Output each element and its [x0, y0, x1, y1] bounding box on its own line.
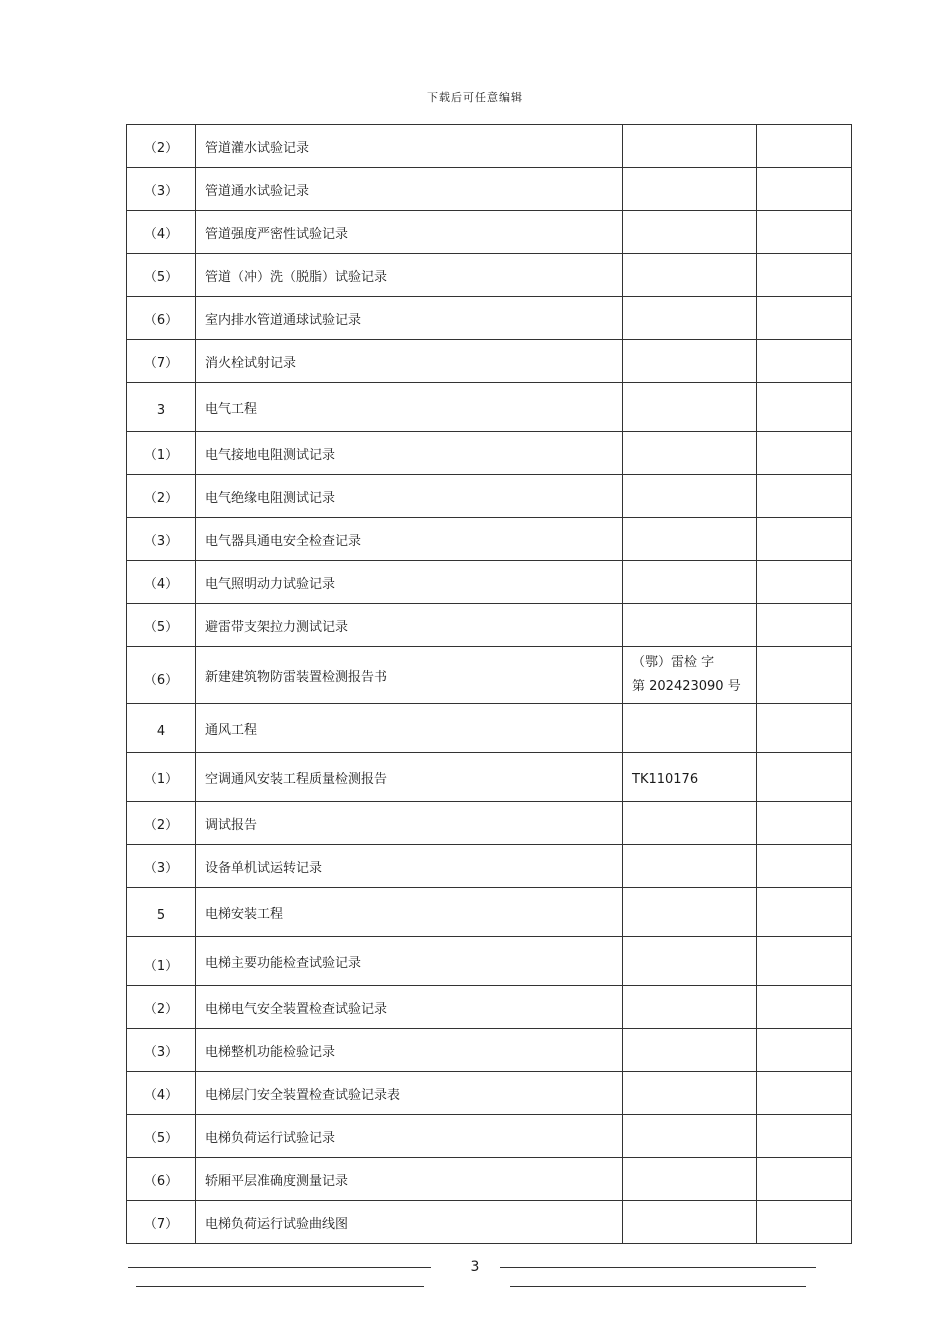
row-name: 管道灌水试验记录	[196, 125, 623, 168]
row-index: 4	[127, 704, 196, 753]
row-reference	[623, 802, 757, 845]
row-name: 电梯电气安全装置检查试验记录	[196, 986, 623, 1029]
row-note	[757, 1201, 852, 1244]
table-row	[127, 604, 852, 647]
row-note	[757, 432, 852, 475]
page-header: 下载后可任意编辑	[427, 91, 523, 104]
table-row	[127, 1072, 852, 1115]
table-row	[127, 888, 852, 937]
row-name: 管道强度严密性试验记录	[196, 211, 623, 254]
row-note	[757, 604, 852, 647]
row-note	[757, 1158, 852, 1201]
row-reference	[623, 518, 757, 561]
table-row	[127, 518, 852, 561]
row-reference	[623, 604, 757, 647]
row-index: （6）	[127, 647, 196, 704]
row-name: 设备单机试运转记录	[196, 845, 623, 888]
row-reference	[623, 125, 757, 168]
row-reference	[623, 986, 757, 1029]
table-row	[127, 704, 852, 753]
row-name: 调试报告	[196, 802, 623, 845]
row-note	[757, 297, 852, 340]
row-reference	[623, 432, 757, 475]
row-note	[757, 518, 852, 561]
row-name: 轿厢平层准确度测量记录	[196, 1158, 623, 1201]
row-note	[757, 986, 852, 1029]
row-note	[757, 125, 852, 168]
row-reference	[623, 888, 757, 937]
row-name: 管道通水试验记录	[196, 168, 623, 211]
table-row	[127, 937, 852, 986]
table-row	[127, 432, 852, 475]
row-index: （4）	[127, 1072, 196, 1115]
row-note	[757, 254, 852, 297]
row-note	[757, 211, 852, 254]
row-note	[757, 647, 852, 704]
row-name: 电梯整机功能检验记录	[196, 1029, 623, 1072]
table-row	[127, 845, 852, 888]
page-number: 3	[470, 1259, 480, 1275]
table-row	[127, 561, 852, 604]
footer-rule-right-lower	[510, 1286, 806, 1287]
row-index: （2）	[127, 125, 196, 168]
row-note	[757, 1072, 852, 1115]
row-reference	[623, 704, 757, 753]
table-row	[127, 125, 852, 168]
row-name: 电气照明动力试验记录	[196, 561, 623, 604]
row-reference	[623, 647, 757, 704]
row-index: （1）	[127, 753, 196, 802]
row-index: （1）	[127, 937, 196, 986]
table-row	[127, 1158, 852, 1201]
row-reference	[623, 1115, 757, 1158]
table-row	[127, 802, 852, 845]
row-index: （4）	[127, 561, 196, 604]
row-name: 消火栓试射记录	[196, 340, 623, 383]
row-name: 电梯主要功能检查试验记录	[196, 937, 623, 986]
row-index: （4）	[127, 211, 196, 254]
row-index: （2）	[127, 802, 196, 845]
row-name: 电梯层门安全装置检查试验记录表	[196, 1072, 623, 1115]
row-index: （7）	[127, 1201, 196, 1244]
row-note	[757, 1115, 852, 1158]
row-index: （5）	[127, 254, 196, 297]
row-note	[757, 704, 852, 753]
footer-rule-left-lower	[136, 1286, 424, 1287]
row-reference	[623, 340, 757, 383]
row-name: 室内排水管道通球试验记录	[196, 297, 623, 340]
row-reference	[623, 937, 757, 986]
row-reference	[623, 475, 757, 518]
table-row	[127, 647, 852, 704]
row-note	[757, 340, 852, 383]
table-row	[127, 383, 852, 432]
row-index: （6）	[127, 1158, 196, 1201]
row-note	[757, 845, 852, 888]
table-row	[127, 1201, 852, 1244]
row-reference	[623, 1158, 757, 1201]
row-index: （3）	[127, 168, 196, 211]
row-note	[757, 383, 852, 432]
row-index: （1）	[127, 432, 196, 475]
row-reference	[623, 1072, 757, 1115]
row-note	[757, 561, 852, 604]
row-index: 3	[127, 383, 196, 432]
table-row	[127, 254, 852, 297]
row-name: 新建建筑物防雷装置检测报告书	[196, 647, 623, 704]
row-index: 5	[127, 888, 196, 937]
row-name: 电气绝缘电阻测试记录	[196, 475, 623, 518]
table-row	[127, 340, 852, 383]
row-note	[757, 802, 852, 845]
table-row	[127, 1115, 852, 1158]
records-table	[126, 124, 852, 1244]
row-name: 电梯安装工程	[196, 888, 623, 937]
row-index: （5）	[127, 1115, 196, 1158]
row-reference-line: （鄂）雷检 字	[632, 655, 715, 670]
row-reference	[623, 297, 757, 340]
row-index: （6）	[127, 297, 196, 340]
row-reference	[623, 845, 757, 888]
row-name: 电气器具通电安全检查记录	[196, 518, 623, 561]
row-name: 避雷带支架拉力测试记录	[196, 604, 623, 647]
row-reference	[623, 561, 757, 604]
row-reference	[623, 383, 757, 432]
row-name: 管道（冲）洗（脱脂）试验记录	[196, 254, 623, 297]
row-reference	[623, 1201, 757, 1244]
row-index: （3）	[127, 845, 196, 888]
row-index: （7）	[127, 340, 196, 383]
row-index: （3）	[127, 1029, 196, 1072]
footer-rule-right-upper	[500, 1267, 816, 1268]
row-index: （2）	[127, 475, 196, 518]
row-reference: TK110176	[623, 753, 757, 802]
row-name: 电梯负荷运行试验曲线图	[196, 1201, 623, 1244]
row-name: 空调通风安装工程质量检测报告	[196, 753, 623, 802]
row-note	[757, 937, 852, 986]
table-row	[127, 297, 852, 340]
row-name: 电气接地电阻测试记录	[196, 432, 623, 475]
row-name: 电梯负荷运行试验记录	[196, 1115, 623, 1158]
row-index: （5）	[127, 604, 196, 647]
row-name: 通风工程	[196, 704, 623, 753]
row-note	[757, 1029, 852, 1072]
table-row	[127, 211, 852, 254]
table-row	[127, 753, 852, 802]
table-row	[127, 986, 852, 1029]
row-index: （2）	[127, 986, 196, 1029]
row-note	[757, 168, 852, 211]
table-row	[127, 1029, 852, 1072]
row-reference-line: 第 202423090 号	[632, 679, 741, 694]
row-reference	[623, 254, 757, 297]
row-index: （3）	[127, 518, 196, 561]
table-row	[127, 475, 852, 518]
table-row	[127, 168, 852, 211]
row-note	[757, 475, 852, 518]
row-reference	[623, 211, 757, 254]
row-name: 电气工程	[196, 383, 623, 432]
row-note	[757, 888, 852, 937]
row-reference	[623, 168, 757, 211]
row-reference	[623, 1029, 757, 1072]
row-note	[757, 753, 852, 802]
